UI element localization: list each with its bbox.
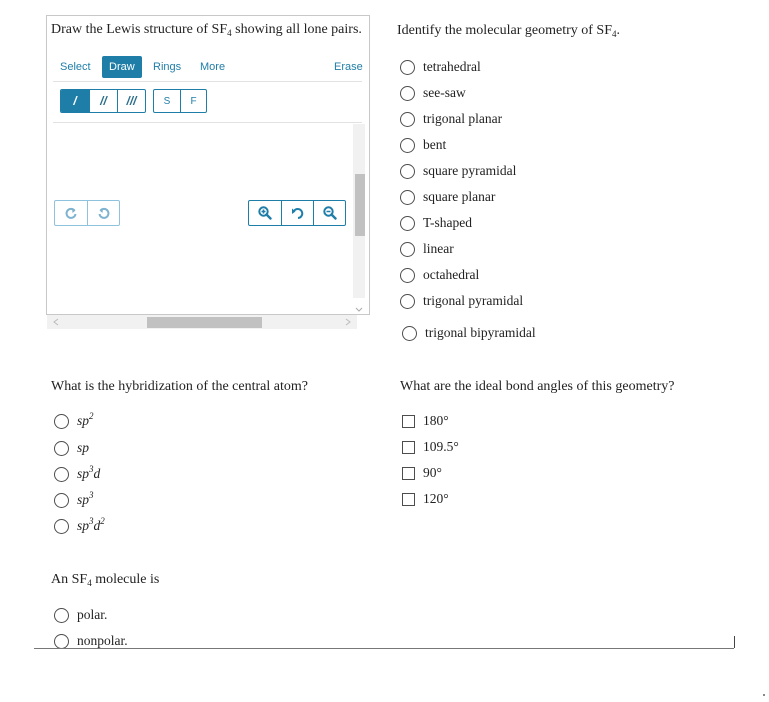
radio-button[interactable] — [400, 242, 415, 257]
scroll-down-icon[interactable] — [353, 302, 365, 312]
bond-angle-option-180[interactable]: 180° — [402, 413, 449, 429]
geometry-option-see-saw[interactable]: see-saw — [400, 85, 466, 101]
radio-button[interactable] — [400, 268, 415, 283]
editor-panel — [47, 50, 369, 315]
hybridization-option-sp3d2[interactable] — [54, 518, 105, 534]
geometry-option-square-planar[interactable]: square planar — [400, 189, 495, 205]
undo-button[interactable] — [55, 201, 87, 225]
editor-tab-bar — [53, 52, 362, 82]
reset-zoom-icon — [291, 206, 305, 220]
radio-button[interactable] — [54, 608, 69, 623]
single-bond-button[interactable]: / — [61, 90, 89, 112]
radio-button[interactable] — [54, 441, 69, 456]
radio-button[interactable] — [400, 216, 415, 231]
hybridization-label: $sp^3$ — [77, 490, 94, 507]
vertical-scrollbar[interactable] — [353, 124, 365, 298]
zoom-controls — [248, 200, 346, 226]
lewis-editor-title: Draw the Lewis structure of $SF_4$ showing all lone pairs. — [51, 22, 362, 38]
zoom-out-button[interactable] — [313, 201, 345, 225]
zoom-in-button[interactable] — [249, 201, 281, 225]
bond-tool-group — [60, 89, 146, 113]
vertical-scroll-thumb[interactable] — [355, 174, 365, 236]
double-bond-button[interactable]: // — [89, 90, 117, 112]
radio-button[interactable] — [54, 467, 69, 482]
hybridization-option-sp3d[interactable] — [54, 466, 100, 482]
reset-zoom-button[interactable] — [281, 201, 313, 225]
bond-angle-option-90[interactable]: 90° — [402, 465, 442, 481]
redo-icon — [97, 206, 111, 220]
horizontal-scroll-thumb[interactable] — [147, 317, 262, 328]
scroll-left-icon[interactable] — [53, 318, 59, 326]
radio-button[interactable] — [54, 634, 69, 649]
atom-f-button[interactable]: F — [180, 90, 206, 112]
radio-button[interactable] — [400, 112, 415, 127]
polarity-question-title: An $SF_4$ molecule is — [51, 572, 160, 588]
polarity-option-nonpolar[interactable]: nonpolar. — [54, 633, 128, 649]
atom-s-button[interactable]: S — [163, 95, 171, 107]
redo-button[interactable] — [87, 201, 119, 225]
geometry-option-t-shaped[interactable]: T-shaped — [400, 215, 472, 231]
checkbox[interactable] — [402, 415, 415, 428]
hybridization-label: sp — [77, 440, 90, 455]
radio-button[interactable] — [400, 138, 415, 153]
radio-button[interactable] — [400, 294, 415, 309]
tab-rings[interactable]: Rings — [153, 61, 182, 73]
geometry-question-title: Identify the molecular geometry of $SF_4$. — [397, 23, 620, 39]
geometry-option-trigonal-planar[interactable]: trigonal planar — [400, 111, 502, 127]
hybridization-label: $sp^3d$ — [77, 464, 101, 481]
divider-end-mark — [734, 636, 735, 648]
radio-button[interactable] — [400, 60, 415, 75]
polarity-option-polar[interactable]: polar. — [54, 607, 107, 623]
geometry-option-linear[interactable]: linear — [400, 241, 454, 257]
checkbox[interactable] — [402, 441, 415, 454]
radio-button[interactable] — [402, 326, 417, 341]
tab-more[interactable]: More — [200, 61, 226, 73]
hybridization-option-sp[interactable] — [54, 440, 89, 456]
checkbox[interactable] — [402, 467, 415, 480]
radio-button[interactable] — [400, 190, 415, 205]
scroll-right-icon[interactable] — [345, 318, 351, 326]
geometry-option-bent[interactable]: bent — [400, 137, 446, 153]
hybridization-label: $sp^2$ — [77, 411, 94, 428]
atom-tool-group — [153, 89, 207, 113]
radio-button[interactable] — [400, 86, 415, 101]
geometry-option-square-pyramidal[interactable]: square pyramidal — [400, 163, 516, 179]
tab-erase[interactable]: Erase — [334, 61, 363, 73]
hybridization-question-title: What is the hybridization of the central atom? — [51, 379, 308, 394]
lewis-editor — [46, 15, 370, 315]
hybridization-option-sp2[interactable] — [54, 413, 94, 429]
radio-button[interactable] — [54, 493, 69, 508]
checkbox[interactable] — [402, 493, 415, 506]
zoom-out-icon — [323, 206, 337, 220]
bond-angle-option-109-5[interactable]: 109.5° — [402, 439, 459, 455]
geometry-option-octahedral[interactable]: octahedral — [400, 267, 479, 283]
triple-bond-button[interactable]: /// — [117, 90, 145, 112]
undo-icon — [64, 206, 78, 220]
geometry-option-trigonal-pyramidal[interactable]: trigonal pyramidal — [400, 293, 523, 309]
geometry-option-trigonal-bipyramidal[interactable]: trigonal bipyramidal — [402, 325, 536, 341]
geometry-option-tetrahedral[interactable]: tetrahedral — [400, 59, 481, 75]
bond-angle-question-title: What are the ideal bond angles of this geometry? — [400, 379, 675, 394]
zoom-in-icon — [258, 206, 272, 220]
tab-select[interactable]: Select — [60, 61, 91, 73]
radio-button[interactable] — [54, 414, 69, 429]
horizontal-scrollbar[interactable] — [47, 315, 357, 329]
hybridization-option-sp3[interactable] — [54, 492, 94, 508]
section-divider — [34, 648, 734, 649]
tab-draw[interactable]: Draw — [102, 56, 142, 78]
radio-button[interactable] — [400, 164, 415, 179]
draw-toolbar — [53, 83, 362, 123]
radio-button[interactable] — [54, 519, 69, 534]
hybridization-label: $sp^3d^2$ — [77, 516, 105, 533]
history-controls — [54, 200, 120, 226]
bond-angle-option-120[interactable]: 120° — [402, 491, 449, 507]
stray-dot — [763, 694, 765, 696]
